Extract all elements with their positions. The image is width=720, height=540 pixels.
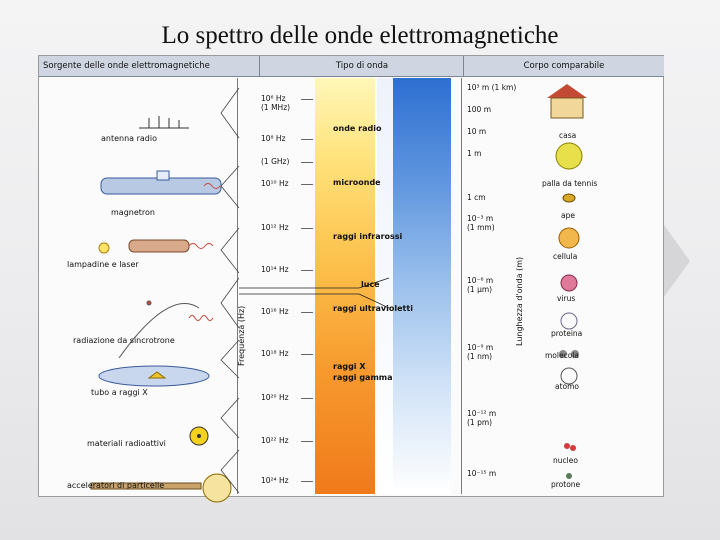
wavelength-value: 10⁻⁹ m [467, 343, 494, 352]
wavelength-label [467, 105, 491, 114]
frequency-tick [301, 162, 313, 163]
frequency-axis-label: Frequenza (Hz) [237, 305, 246, 366]
frequency-tick [301, 270, 313, 271]
wavelength-label [467, 193, 486, 202]
wave-type-label: raggi infrarossi [333, 232, 403, 241]
frequency-label [261, 157, 289, 166]
wavelength-unit: (1 pm) [467, 418, 493, 427]
frequency-value: 10¹⁶ Hz [261, 307, 289, 316]
frequency-value: 10¹⁴ Hz [261, 265, 289, 274]
frequency-tick [301, 184, 313, 185]
virus-icon [561, 275, 577, 291]
wavelength-label [467, 127, 486, 136]
wavelength-axis-label: Lunghezza d'onda (m) [515, 256, 524, 346]
frequency-value: 10¹⁸ Hz [261, 349, 289, 358]
lamp-laser-icon [99, 240, 213, 253]
comparable-body-label: palla da tennis [542, 179, 598, 188]
frequency-value: (1 GHz) [261, 157, 290, 166]
header-comparable: Corpo comparabile [463, 56, 664, 77]
comparable-body-label: proteina [551, 329, 583, 338]
wavelength-label [467, 149, 481, 158]
frequency-label [261, 265, 289, 274]
wavelength-value: 10⁻⁶ m [467, 276, 494, 285]
comparable-body-label: casa [559, 131, 577, 140]
frequency-label [261, 349, 289, 358]
frequency-label [261, 307, 289, 316]
frequency-tick [301, 441, 313, 442]
frequency-tick [301, 481, 313, 482]
frequency-value: 10²² Hz [261, 436, 289, 445]
frequency-value: 10¹² Hz [261, 223, 289, 232]
comparable-body-label: cellula [553, 252, 578, 261]
header-wave-type: Tipo di onda [259, 56, 464, 77]
radioactive-icon [190, 427, 208, 445]
comparable-body-label: ape [561, 211, 575, 220]
wave-type-label: raggi X [333, 362, 366, 371]
frequency-label [261, 94, 290, 112]
frequency-unit: (1 MHz) [261, 103, 291, 112]
wave-type-label: microonde [333, 178, 381, 187]
antenna-icon [139, 116, 189, 128]
source-label: lampadine e laser [67, 260, 139, 269]
cell-icon [559, 228, 579, 248]
separator-right [461, 78, 462, 494]
frequency-value: 10²⁴ Hz [261, 476, 289, 485]
proton-icon [566, 473, 572, 479]
source-label: antenna radio [101, 134, 158, 143]
nucleus-icon [564, 443, 576, 451]
frequency-tick [301, 228, 313, 229]
wavelength-value: 10⁻³ m [467, 214, 494, 223]
frequency-label [261, 436, 289, 445]
frequency-tick [301, 139, 313, 140]
xray-tube-icon [99, 366, 209, 386]
wave-type-label: raggi gamma [333, 373, 393, 382]
wavelength-value: 1 cm [467, 193, 486, 202]
wavelength-value: 10⁻¹² m [467, 409, 497, 418]
source-label: acceleratori di particelle [67, 481, 165, 490]
frequency-tick [301, 354, 313, 355]
comparable-body-label: protone [551, 480, 581, 489]
bee-icon [563, 194, 575, 202]
source-label: tubo a raggi X [91, 388, 148, 397]
comparable-body-label: virus [557, 294, 576, 303]
source-connector-lines [221, 88, 239, 493]
frequency-tick [301, 398, 313, 399]
frequency-tick [301, 312, 313, 313]
frequency-value: 10⁸ Hz [261, 134, 286, 143]
frequency-tick [301, 99, 313, 100]
wavelength-value: 10 m [467, 127, 487, 136]
wavelength-unit: (1 nm) [467, 352, 493, 361]
wavelength-label [467, 276, 493, 294]
comparable-body-label: atomo [555, 382, 580, 391]
header-source: Sorgente delle onde elettromagnetiche [39, 56, 259, 77]
synchrotron-icon [119, 301, 213, 358]
source-label: materiali radioattivi [87, 439, 166, 448]
comparable-body-label: molecola [545, 351, 579, 360]
wavelength-value: 10⁻¹⁵ m [467, 469, 497, 478]
wavelength-unit: (1 µm) [467, 285, 493, 294]
wavelength-label [467, 409, 496, 427]
frequency-value: 10⁶ Hz [261, 94, 286, 103]
wave-type-label: onde radio [333, 124, 382, 133]
source-label: magnetron [111, 208, 155, 217]
wavelength-value: 100 m [467, 105, 492, 114]
wavelength-value: 1 m [467, 149, 482, 158]
slide-title: Lo spettro delle onde elettromagnetiche [161, 22, 559, 49]
next-slide-arrow[interactable] [664, 225, 690, 297]
frequency-label [261, 393, 289, 402]
wavelength-value: 10³ m (1 km) [467, 83, 517, 92]
frequency-label [261, 179, 289, 188]
body-icons [537, 78, 617, 498]
frequency-label [261, 476, 289, 485]
frequency-value: 10²⁰ Hz [261, 393, 289, 402]
wave-type-label: luce [361, 280, 380, 289]
magnetron-icon [101, 171, 221, 194]
source-label: radiazione da sincrotrone [73, 336, 175, 345]
spectrum-figure [38, 55, 664, 497]
frequency-label [261, 134, 286, 143]
wavelength-label [467, 343, 493, 361]
frequency-label [261, 223, 289, 232]
house-icon [547, 84, 587, 118]
wavelength-label [467, 469, 496, 478]
wavelength-unit: (1 mm) [467, 223, 495, 232]
wavelength-label [467, 83, 516, 92]
wavelength-label [467, 214, 495, 232]
wavelength-color-band [393, 78, 451, 494]
wave-type-label: raggi ultravioletti [333, 304, 413, 313]
protein-icon [561, 313, 577, 329]
tennis-ball-icon [556, 143, 582, 169]
frequency-value: 10¹⁰ Hz [261, 179, 289, 188]
comparable-body-label: nucleo [553, 456, 578, 465]
